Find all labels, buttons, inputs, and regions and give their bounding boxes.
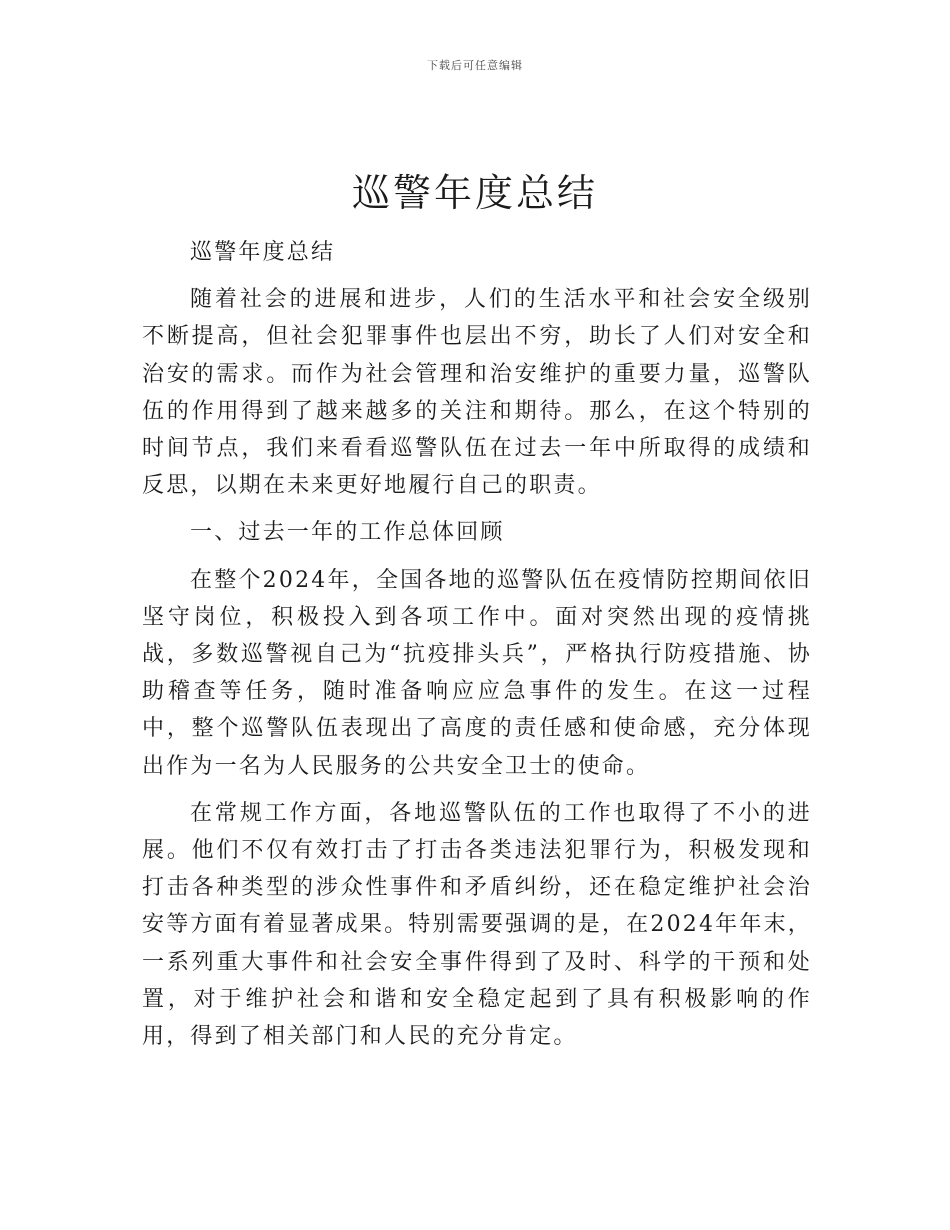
intro-paragraph: 随着社会的进展和进步，人们的生活水平和社会安全级别不断提高，但社会犯罪事件也层出不穷，助长了人们对安全和治安的需求。而作为社会管理和治安维护的重要力量，巡警队伍的作用得到了越来越多的关注和期待。那么，在这个特别的时间节点，我们来看看巡警队伍在过去一年中所取得的成绩和反思，以期在未来更好地履行自己的职责。 [142,287,812,499]
section-heading-1: 一、过去一年的工作总体回顾 [190,520,505,546]
document-title: 巡警年度总结 [351,171,598,215]
document-body [142,234,812,1065]
page-header-note: 下载后可任意编辑 [427,59,523,72]
subtitle-paragraph: 巡警年度总结 [190,240,336,265]
body-paragraph-1: 在整个2024年，全国各地的巡警队伍在疫情防控期间依旧坚守岗位，积极投入到各项工作中。面对突然出现的疫情挑战，多数巡警视自己为“抗疫排头兵”，严格执行防疫措施、协助稽查等任务，随时准备响应应急事件的发生。在这一过程中，整个巡警队伍表现出了高度的责任感和使命感，充分体现出作为一名为人民服务的公共安全卫士的使命。 [142,567,812,779]
body-paragraph-2: 在常规工作方面，各地巡警队伍的工作也取得了不小的进展。他们不仅有效打击了打击各类违法犯罪行为，积极发现和打击各种类型的涉众性事件和矛盾纠纷，还在稳定维护社会治安等方面有着显著成果。特别需要强调的是，在2024年年末，一系列重大事件和社会安全事件得到了及时、科学的干预和处置，对于维护社会和谐和安全稳定起到了具有积极影响的作用，得到了相关部门和人民的充分肯定。 [142,800,812,1050]
